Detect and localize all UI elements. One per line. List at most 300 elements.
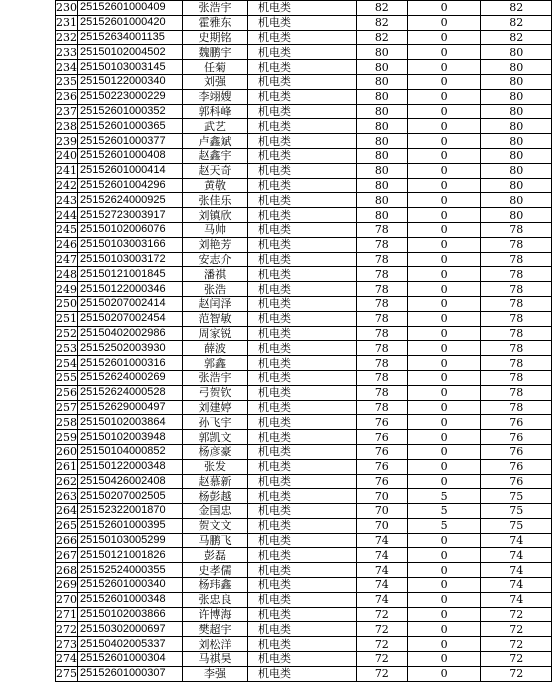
student-name-cell: 刘建婷 xyxy=(182,400,247,415)
student-name-cell: 郭科峰 xyxy=(182,104,247,119)
row-number-cell: 267 xyxy=(56,548,77,562)
total-score-cell: 82 xyxy=(481,30,552,45)
table-row xyxy=(56,104,552,119)
table-row xyxy=(56,341,552,356)
major-category-cell: 机电类 xyxy=(248,119,357,134)
exam-id-cell: 25152601000340 xyxy=(78,578,183,593)
student-name-cell: 杨彭越 xyxy=(182,489,247,504)
exam-id-cell: 25152634001135 xyxy=(78,30,183,45)
major-category-cell: 机电类 xyxy=(248,474,357,489)
total-score-cell: 78 xyxy=(481,282,552,297)
student-name-cell: 赵慕新 xyxy=(182,474,247,489)
base-score-cell: 78 xyxy=(356,400,407,415)
major-category-cell: 机电类 xyxy=(248,578,357,593)
major-category-cell: 机电类 xyxy=(248,326,357,341)
bonus-score-cell: 0 xyxy=(407,637,481,652)
row-number-cell: 239 xyxy=(56,134,77,148)
student-name-cell: 李强 xyxy=(182,666,247,681)
row-number-cell: 264 xyxy=(56,504,77,518)
student-name-cell: 赵天奇 xyxy=(182,163,247,178)
table-row xyxy=(56,385,552,400)
exam-id-cell: 25152624000925 xyxy=(78,193,183,208)
row-number-cell: 257 xyxy=(56,400,77,414)
bonus-score-cell: 0 xyxy=(407,563,481,578)
bonus-score-cell: 0 xyxy=(407,178,481,193)
row-number-cell: 250 xyxy=(56,297,77,311)
row-number-cell: 242 xyxy=(56,178,77,192)
major-category-cell: 机电类 xyxy=(248,267,357,282)
table-row xyxy=(56,1,552,16)
total-score-cell: 78 xyxy=(481,341,552,356)
base-score-cell: 82 xyxy=(356,30,407,45)
table-row xyxy=(56,489,552,504)
student-name-cell: 马祺昊 xyxy=(182,652,247,667)
bonus-score-cell: 0 xyxy=(407,134,481,149)
base-score-cell: 80 xyxy=(356,45,407,60)
total-score-cell: 74 xyxy=(481,533,552,548)
row-number-cell: 237 xyxy=(56,104,77,118)
total-score-cell: 80 xyxy=(481,74,552,89)
row-number-cell: 238 xyxy=(56,119,77,133)
base-score-cell: 78 xyxy=(356,267,407,282)
exam-id-cell: 25150426002408 xyxy=(78,474,183,489)
base-score-cell: 80 xyxy=(356,134,407,149)
major-category-cell: 机电类 xyxy=(248,148,357,163)
student-name-cell: 武艺 xyxy=(182,119,247,134)
bonus-score-cell: 0 xyxy=(407,193,481,208)
major-category-cell: 机电类 xyxy=(248,622,357,637)
total-score-cell: 80 xyxy=(481,134,552,149)
row-number-cell: 243 xyxy=(56,193,77,207)
bonus-score-cell: 0 xyxy=(407,548,481,563)
base-score-cell: 74 xyxy=(356,533,407,548)
student-name-cell: 许博海 xyxy=(182,607,247,622)
table-row xyxy=(56,282,552,297)
base-score-cell: 78 xyxy=(356,341,407,356)
student-name-cell: 魏鹏宇 xyxy=(182,45,247,60)
bonus-score-cell: 0 xyxy=(407,444,481,459)
total-score-cell: 78 xyxy=(481,370,552,385)
total-score-cell: 78 xyxy=(481,222,552,237)
table-row xyxy=(56,415,552,430)
student-name-cell: 薛波 xyxy=(182,341,247,356)
table-row xyxy=(56,459,552,474)
exam-id-cell: 25150103003145 xyxy=(78,60,183,75)
major-category-cell: 机电类 xyxy=(248,15,357,30)
total-score-cell: 78 xyxy=(481,237,552,252)
base-score-cell: 80 xyxy=(356,89,407,104)
base-score-cell: 76 xyxy=(356,415,407,430)
bonus-score-cell: 0 xyxy=(407,252,481,267)
base-score-cell: 76 xyxy=(356,444,407,459)
base-score-cell: 72 xyxy=(356,637,407,652)
row-number-cell: 259 xyxy=(56,430,77,444)
base-score-cell: 78 xyxy=(356,326,407,341)
exam-id-cell: 25152601000420 xyxy=(78,15,183,30)
total-score-cell: 78 xyxy=(481,252,552,267)
row-number-cell: 269 xyxy=(56,578,77,592)
bonus-score-cell: 0 xyxy=(407,15,481,30)
total-score-cell: 80 xyxy=(481,193,552,208)
student-name-cell: 张佳乐 xyxy=(182,193,247,208)
student-name-cell: 史期铭 xyxy=(182,30,247,45)
major-category-cell: 机电类 xyxy=(248,237,357,252)
base-score-cell: 80 xyxy=(356,148,407,163)
table-row xyxy=(56,222,552,237)
total-score-cell: 74 xyxy=(481,578,552,593)
student-name-cell: 刘强 xyxy=(182,74,247,89)
exam-id-cell: 25152601000365 xyxy=(78,119,183,134)
row-number-cell: 253 xyxy=(56,341,77,355)
major-category-cell: 机电类 xyxy=(248,208,357,223)
major-category-cell: 机电类 xyxy=(248,548,357,563)
exam-id-cell: 25152601000408 xyxy=(78,148,183,163)
major-category-cell: 机电类 xyxy=(248,282,357,297)
base-score-cell: 76 xyxy=(356,474,407,489)
table-row xyxy=(56,444,552,459)
exam-id-cell: 25152601004296 xyxy=(78,178,183,193)
table-row xyxy=(56,163,552,178)
base-score-cell: 78 xyxy=(356,385,407,400)
total-score-cell: 80 xyxy=(481,89,552,104)
exam-id-cell: 25150102003948 xyxy=(78,430,183,445)
row-number-cell: 234 xyxy=(56,60,77,74)
total-score-cell: 75 xyxy=(481,518,552,533)
bonus-score-cell: 0 xyxy=(407,30,481,45)
base-score-cell: 82 xyxy=(356,15,407,30)
student-name-cell: 刘艳芳 xyxy=(182,237,247,252)
table-row xyxy=(56,637,552,652)
table-row xyxy=(56,252,552,267)
total-score-cell: 72 xyxy=(481,637,552,652)
student-name-cell: 弓贺钦 xyxy=(182,385,247,400)
student-name-cell: 马鹏飞 xyxy=(182,533,247,548)
row-number-cell: 246 xyxy=(56,238,77,252)
major-category-cell: 机电类 xyxy=(248,74,357,89)
exam-id-cell: 25150122000346 xyxy=(78,282,183,297)
bonus-score-cell: 0 xyxy=(407,533,481,548)
major-category-cell: 机电类 xyxy=(248,504,357,519)
row-number-cell: 244 xyxy=(56,208,77,222)
table-row xyxy=(56,89,552,104)
base-score-cell: 74 xyxy=(356,548,407,563)
base-score-cell: 80 xyxy=(356,74,407,89)
major-category-cell: 机电类 xyxy=(248,252,357,267)
total-score-cell: 80 xyxy=(481,163,552,178)
major-category-cell: 机电类 xyxy=(248,356,357,371)
student-name-cell: 马帅 xyxy=(182,222,247,237)
total-score-cell: 74 xyxy=(481,548,552,563)
exam-id-cell: 25152601000307 xyxy=(78,666,183,681)
bonus-score-cell: 0 xyxy=(407,267,481,282)
total-score-cell: 72 xyxy=(481,607,552,622)
student-name-cell: 史孝儒 xyxy=(182,563,247,578)
exam-id-cell: 25150102003864 xyxy=(78,415,183,430)
table-row xyxy=(56,45,552,60)
row-number-cell: 230 xyxy=(56,1,77,15)
major-category-cell: 机电类 xyxy=(248,104,357,119)
base-score-cell: 72 xyxy=(356,652,407,667)
table-row xyxy=(56,30,552,45)
exam-id-cell: 25150302000697 xyxy=(78,622,183,637)
table-row xyxy=(56,148,552,163)
major-category-cell: 机电类 xyxy=(248,370,357,385)
table-row xyxy=(56,311,552,326)
row-number-cell: 236 xyxy=(56,90,77,104)
bonus-score-cell: 0 xyxy=(407,148,481,163)
major-category-cell: 机电类 xyxy=(248,311,357,326)
base-score-cell: 78 xyxy=(356,237,407,252)
total-score-cell: 72 xyxy=(481,666,552,681)
exam-id-cell: 25150207002505 xyxy=(78,489,183,504)
exam-id-cell: 25152524000355 xyxy=(78,563,183,578)
bonus-score-cell: 0 xyxy=(407,385,481,400)
exam-id-cell: 25152322001870 xyxy=(78,504,183,519)
total-score-cell: 76 xyxy=(481,444,552,459)
student-name-cell: 彭磊 xyxy=(182,548,247,563)
base-score-cell: 74 xyxy=(356,592,407,607)
bonus-score-cell: 5 xyxy=(407,489,481,504)
row-number-cell: 249 xyxy=(56,282,77,296)
table-row xyxy=(56,533,552,548)
major-category-cell: 机电类 xyxy=(248,193,357,208)
bonus-score-cell: 0 xyxy=(407,356,481,371)
table-row xyxy=(56,592,552,607)
exam-id-cell: 25150102003866 xyxy=(78,607,183,622)
table-row xyxy=(56,622,552,637)
table-row xyxy=(56,666,552,681)
total-score-cell: 78 xyxy=(481,296,552,311)
exam-id-cell: 25152502003930 xyxy=(78,341,183,356)
total-score-cell: 72 xyxy=(481,622,552,637)
exam-id-cell: 25150402005337 xyxy=(78,637,183,652)
student-name-cell: 樊超宇 xyxy=(182,622,247,637)
bonus-score-cell: 0 xyxy=(407,45,481,60)
major-category-cell: 机电类 xyxy=(248,563,357,578)
base-score-cell: 78 xyxy=(356,356,407,371)
bonus-score-cell: 0 xyxy=(407,208,481,223)
major-category-cell: 机电类 xyxy=(248,296,357,311)
major-category-cell: 机电类 xyxy=(248,459,357,474)
major-category-cell: 机电类 xyxy=(248,163,357,178)
total-score-cell: 80 xyxy=(481,104,552,119)
row-number-cell: 252 xyxy=(56,326,77,340)
major-category-cell: 机电类 xyxy=(248,637,357,652)
student-name-cell: 黄敬 xyxy=(182,178,247,193)
exam-id-cell: 25152624000528 xyxy=(78,385,183,400)
major-category-cell: 机电类 xyxy=(248,592,357,607)
major-category-cell: 机电类 xyxy=(248,60,357,75)
student-name-cell: 赵鑫宇 xyxy=(182,148,247,163)
row-number-cell: 273 xyxy=(56,637,77,651)
base-score-cell: 74 xyxy=(356,563,407,578)
total-score-cell: 78 xyxy=(481,311,552,326)
student-name-cell: 贺文文 xyxy=(182,518,247,533)
table-row xyxy=(56,356,552,371)
exam-id-cell: 25152601000348 xyxy=(78,592,183,607)
exam-id-cell: 25152601000414 xyxy=(78,163,183,178)
student-name-cell: 郭鑫 xyxy=(182,356,247,371)
base-score-cell: 72 xyxy=(356,666,407,681)
table-row xyxy=(56,15,552,30)
student-name-cell: 张忠良 xyxy=(182,592,247,607)
base-score-cell: 82 xyxy=(356,1,407,16)
bonus-score-cell: 0 xyxy=(407,326,481,341)
table-row xyxy=(56,548,552,563)
bonus-score-cell: 0 xyxy=(407,104,481,119)
row-number-cell: 254 xyxy=(56,356,77,370)
major-category-cell: 机电类 xyxy=(248,666,357,681)
base-score-cell: 70 xyxy=(356,489,407,504)
base-score-cell: 80 xyxy=(356,119,407,134)
row-number-cell: 255 xyxy=(56,371,77,385)
exam-id-cell: 25152601000409 xyxy=(78,1,183,16)
total-score-cell: 75 xyxy=(481,489,552,504)
row-number-cell: 262 xyxy=(56,474,77,488)
exam-id-cell: 25150207002414 xyxy=(78,296,183,311)
base-score-cell: 78 xyxy=(356,370,407,385)
base-score-cell: 80 xyxy=(356,60,407,75)
table-row xyxy=(56,296,552,311)
row-number-cell: 268 xyxy=(56,563,77,577)
major-category-cell: 机电类 xyxy=(248,134,357,149)
total-score-cell: 74 xyxy=(481,563,552,578)
total-score-cell: 80 xyxy=(481,119,552,134)
bonus-score-cell: 0 xyxy=(407,474,481,489)
exam-id-cell: 25150121001845 xyxy=(78,267,183,282)
bonus-score-cell: 0 xyxy=(407,415,481,430)
exam-id-cell: 25152601000352 xyxy=(78,104,183,119)
major-category-cell: 机电类 xyxy=(248,518,357,533)
row-number-cell: 256 xyxy=(56,386,77,400)
bonus-score-cell: 0 xyxy=(407,459,481,474)
bonus-score-cell: 0 xyxy=(407,341,481,356)
major-category-cell: 机电类 xyxy=(248,30,357,45)
student-name-cell: 杨玮鑫 xyxy=(182,578,247,593)
base-score-cell: 78 xyxy=(356,252,407,267)
major-category-cell: 机电类 xyxy=(248,385,357,400)
base-score-cell: 80 xyxy=(356,178,407,193)
major-category-cell: 机电类 xyxy=(248,178,357,193)
row-number-cell: 231 xyxy=(56,16,77,30)
major-category-cell: 机电类 xyxy=(248,222,357,237)
student-name-cell: 赵闰泽 xyxy=(182,296,247,311)
bonus-score-cell: 0 xyxy=(407,311,481,326)
bonus-score-cell: 0 xyxy=(407,60,481,75)
table-row xyxy=(56,267,552,282)
bonus-score-cell: 0 xyxy=(407,163,481,178)
base-score-cell: 72 xyxy=(356,622,407,637)
table-row xyxy=(56,400,552,415)
total-score-cell: 80 xyxy=(481,45,552,60)
table-row xyxy=(56,652,552,667)
bonus-score-cell: 0 xyxy=(407,370,481,385)
bonus-score-cell: 0 xyxy=(407,296,481,311)
row-number-cell: 265 xyxy=(56,519,77,533)
student-name-cell: 刘松洋 xyxy=(182,637,247,652)
base-score-cell: 70 xyxy=(356,518,407,533)
row-number-cell: 266 xyxy=(56,534,77,548)
total-score-cell: 80 xyxy=(481,208,552,223)
major-category-cell: 机电类 xyxy=(248,415,357,430)
exam-id-cell: 25150103003166 xyxy=(78,237,183,252)
exam-id-cell: 25152624000269 xyxy=(78,370,183,385)
student-name-cell: 张发 xyxy=(182,459,247,474)
row-number-cell: 275 xyxy=(56,667,77,681)
exam-id-cell: 25150103005299 xyxy=(78,533,183,548)
total-score-cell: 80 xyxy=(481,148,552,163)
table-row xyxy=(56,607,552,622)
row-number-cell: 235 xyxy=(56,75,77,89)
row-number-cell: 272 xyxy=(56,622,77,636)
major-category-cell: 机电类 xyxy=(248,430,357,445)
total-score-cell: 74 xyxy=(481,592,552,607)
bonus-score-cell: 0 xyxy=(407,237,481,252)
total-score-cell: 78 xyxy=(481,326,552,341)
student-name-cell: 刘镇欣 xyxy=(182,208,247,223)
base-score-cell: 80 xyxy=(356,163,407,178)
row-number-cell: 271 xyxy=(56,608,77,622)
bonus-score-cell: 0 xyxy=(407,666,481,681)
exam-id-cell: 25152601000304 xyxy=(78,652,183,667)
exam-id-cell: 25152601000316 xyxy=(78,356,183,371)
table-row xyxy=(56,60,552,75)
table-row xyxy=(56,430,552,445)
total-score-cell: 82 xyxy=(481,1,552,16)
base-score-cell: 76 xyxy=(356,459,407,474)
student-name-cell: 张浩宇 xyxy=(182,370,247,385)
exam-id-cell: 25152601000395 xyxy=(78,518,183,533)
base-score-cell: 80 xyxy=(356,104,407,119)
table-row xyxy=(56,134,552,149)
base-score-cell: 80 xyxy=(356,193,407,208)
table-row xyxy=(56,119,552,134)
bonus-score-cell: 0 xyxy=(407,607,481,622)
exam-id-cell: 25150104000852 xyxy=(78,444,183,459)
major-category-cell: 机电类 xyxy=(248,1,357,16)
total-score-cell: 75 xyxy=(481,504,552,519)
student-name-cell: 潘祺 xyxy=(182,267,247,282)
total-score-cell: 78 xyxy=(481,400,552,415)
total-score-cell: 72 xyxy=(481,652,552,667)
bonus-score-cell: 0 xyxy=(407,89,481,104)
row-number-cell: 263 xyxy=(56,489,77,503)
row-number-cell: 274 xyxy=(56,652,77,666)
total-score-cell: 76 xyxy=(481,459,552,474)
bonus-score-cell: 0 xyxy=(407,74,481,89)
exam-id-cell: 25150121001826 xyxy=(78,548,183,563)
row-number-cell: 245 xyxy=(56,223,77,237)
row-number-cell: 247 xyxy=(56,252,77,266)
student-name-cell: 任菊 xyxy=(182,60,247,75)
bonus-score-cell: 0 xyxy=(407,578,481,593)
student-name-cell: 张浩宇 xyxy=(182,1,247,16)
table-row xyxy=(56,563,552,578)
exam-id-cell: 25150122000340 xyxy=(78,74,183,89)
row-number-cell: 261 xyxy=(56,460,77,474)
table-row xyxy=(56,370,552,385)
total-score-cell: 80 xyxy=(481,60,552,75)
bonus-score-cell: 0 xyxy=(407,592,481,607)
base-score-cell: 76 xyxy=(356,430,407,445)
exam-id-cell: 25152601000377 xyxy=(78,134,183,149)
exam-id-cell: 25150223000229 xyxy=(78,89,183,104)
major-category-cell: 机电类 xyxy=(248,45,357,60)
total-score-cell: 80 xyxy=(481,178,552,193)
row-number-cell: 233 xyxy=(56,45,77,59)
major-category-cell: 机电类 xyxy=(248,400,357,415)
bonus-score-cell: 0 xyxy=(407,282,481,297)
